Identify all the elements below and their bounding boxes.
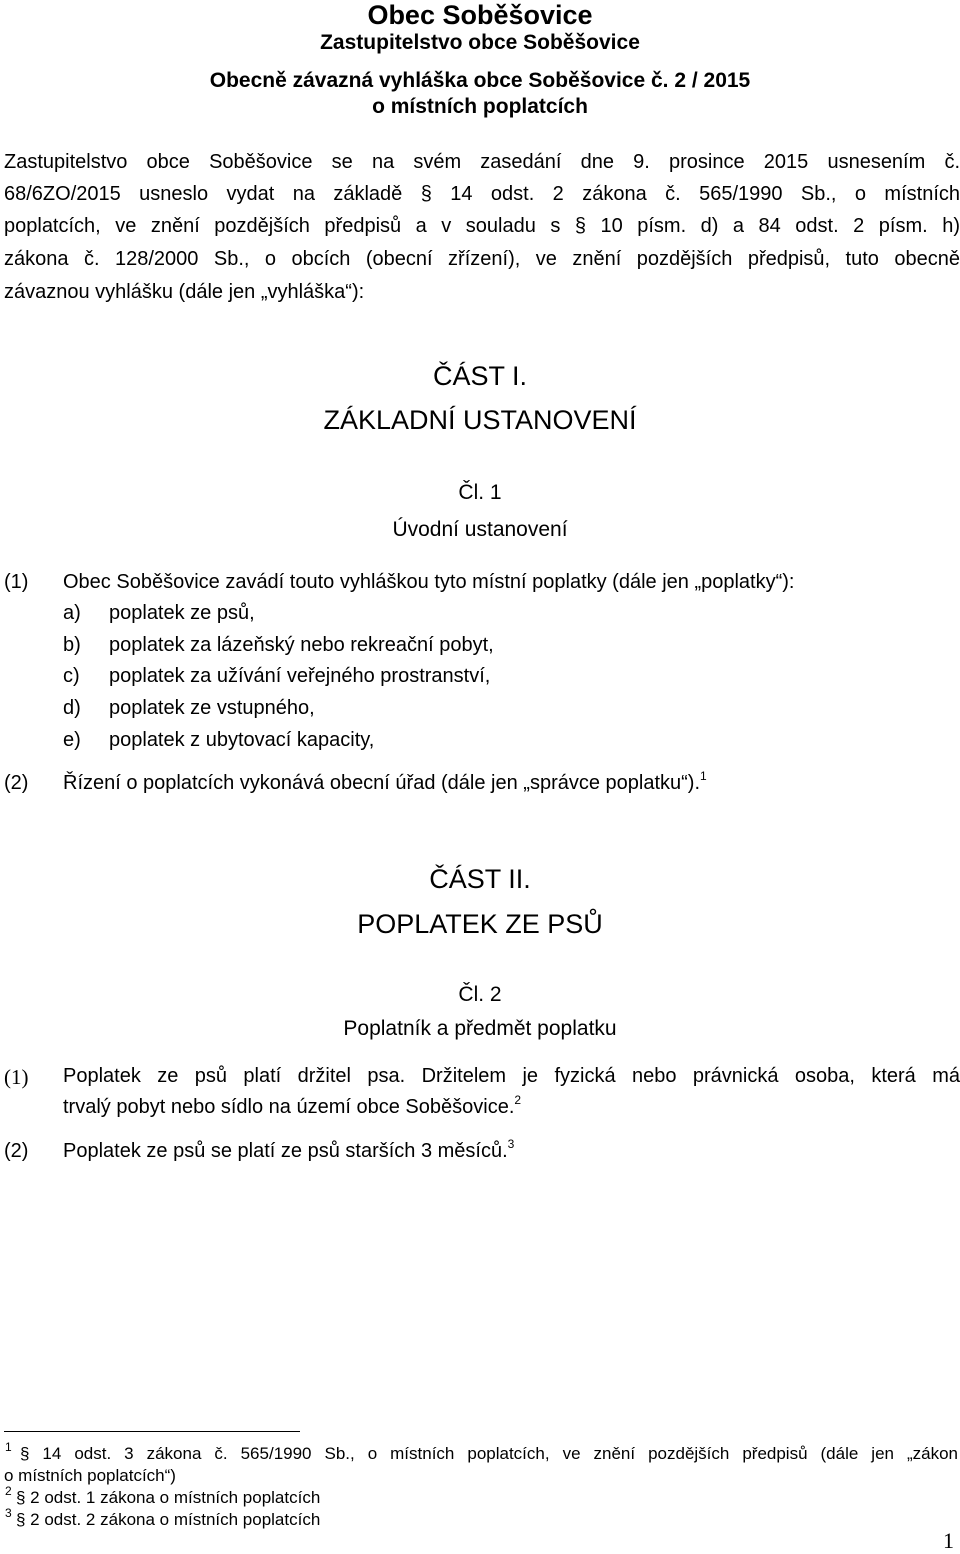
article1-title: Úvodní ustanovení	[392, 518, 568, 541]
paragraph-text-content: Poplatek ze psů se platí ze psů starších 3 měsíců.	[63, 1140, 508, 1162]
decree-subject: o místních poplatcích	[372, 95, 588, 118]
list-item-letter: e)	[63, 729, 81, 751]
footnote-text: § 2 odst. 1 zákona o místních poplatcích	[16, 1488, 321, 1507]
footnote-mark: 1	[5, 1440, 12, 1454]
list-item-letter: c)	[63, 665, 80, 687]
preamble-line: Zastupitelstvo obce Soběšovice se na svém zasedání dne 9. prosince 2015 usnesením č.	[4, 151, 960, 173]
footnote-mark: 2	[5, 1484, 12, 1498]
footnote-ref: 2	[514, 1093, 522, 1107]
paragraph-text	[63, 1137, 515, 1163]
preamble-line: 68/6ZO/2015 usneslo vydat na základě § 14 odst. 2 zákona č. 565/1990 Sb., o místních	[4, 183, 960, 205]
municipality-title: Obec Soběšovice	[367, 0, 593, 30]
page-number: 1	[943, 1528, 954, 1553]
paragraph-number: (2)	[4, 772, 29, 794]
footnote-text: § 2 odst. 2 zákona o místních poplatcích	[16, 1510, 321, 1529]
footnote-ref: 1	[700, 769, 707, 783]
preamble-line: zákona č. 128/2000 Sb., o obcích (obecní zřízení), ve znění pozdějších předpisů, tuto obecně	[4, 248, 960, 270]
footnote-text: § 14 odst. 3 zákona č. 565/1990 Sb., o místních poplatcích, ve znění pozdějších předpisů (dále jen „zákon	[20, 1444, 958, 1463]
list-item: poplatek za užívání veřejného prostranství,	[109, 665, 491, 687]
article2-title: Poplatník a předmět poplatku	[343, 1017, 617, 1040]
footnote-mark: 3	[5, 1506, 12, 1520]
paragraph-text: Obec Soběšovice zavádí touto vyhláškou tyto místní poplatky (dále jen „poplatky“):	[63, 571, 795, 593]
preamble-line: poplatcích, ve znění pozdějších předpisů a v souladu s § 10 písm. d) a 84 odst. 2 písm. h)	[4, 215, 960, 237]
decree-title: Obecně závazná vyhláška obce Soběšovice č. 2 / 2015	[209, 69, 751, 92]
list-item-letter: d)	[63, 697, 81, 719]
list-item-letter: b)	[63, 634, 81, 656]
list-item: poplatek za lázeňský nebo rekreační pobyt,	[109, 634, 494, 656]
article2-number: Čl. 2	[458, 983, 502, 1006]
paragraph-text-content: Řízení o poplatcích vykonává obecní úřad (dále jen „správce poplatku“).	[63, 772, 701, 794]
paragraph-number: (1)	[4, 571, 29, 593]
part1-number: ČÁST I.	[432, 361, 528, 391]
paragraph-number: (1)	[4, 1065, 29, 1089]
list-item: poplatek ze vstupného,	[109, 697, 315, 719]
paragraph-text: Poplatek ze psů platí držitel psa. Držitelem je fyzická nebo právnická osoba, která má	[63, 1065, 960, 1087]
part1-title: ZÁKLADNÍ USTANOVENÍ	[323, 405, 637, 435]
list-item-letter: a)	[63, 602, 81, 624]
footnote-separator	[4, 1431, 300, 1432]
part2-number: ČÁST II.	[429, 864, 531, 894]
list-item: poplatek z ubytovací kapacity,	[109, 729, 375, 751]
footnote-text: o místních poplatcích“)	[4, 1466, 176, 1485]
paragraph-text	[63, 769, 707, 795]
footnote-ref: 3	[507, 1137, 515, 1151]
preamble-last-line: závaznou vyhlášku (dále jen „vyhláška“):	[4, 281, 365, 303]
council-subtitle: Zastupitelstvo obce Soběšovice	[320, 31, 640, 54]
paragraph-number: (2)	[4, 1140, 29, 1162]
paragraph-text	[63, 1093, 522, 1119]
list-item: poplatek ze psů,	[109, 602, 255, 624]
part2-title: POPLATEK ZE PSŮ	[357, 909, 603, 939]
paragraph-text-content: trvalý pobyt nebo sídlo na území obce Soběšovice.	[63, 1096, 515, 1118]
article1-number: Čl. 1	[458, 481, 502, 504]
